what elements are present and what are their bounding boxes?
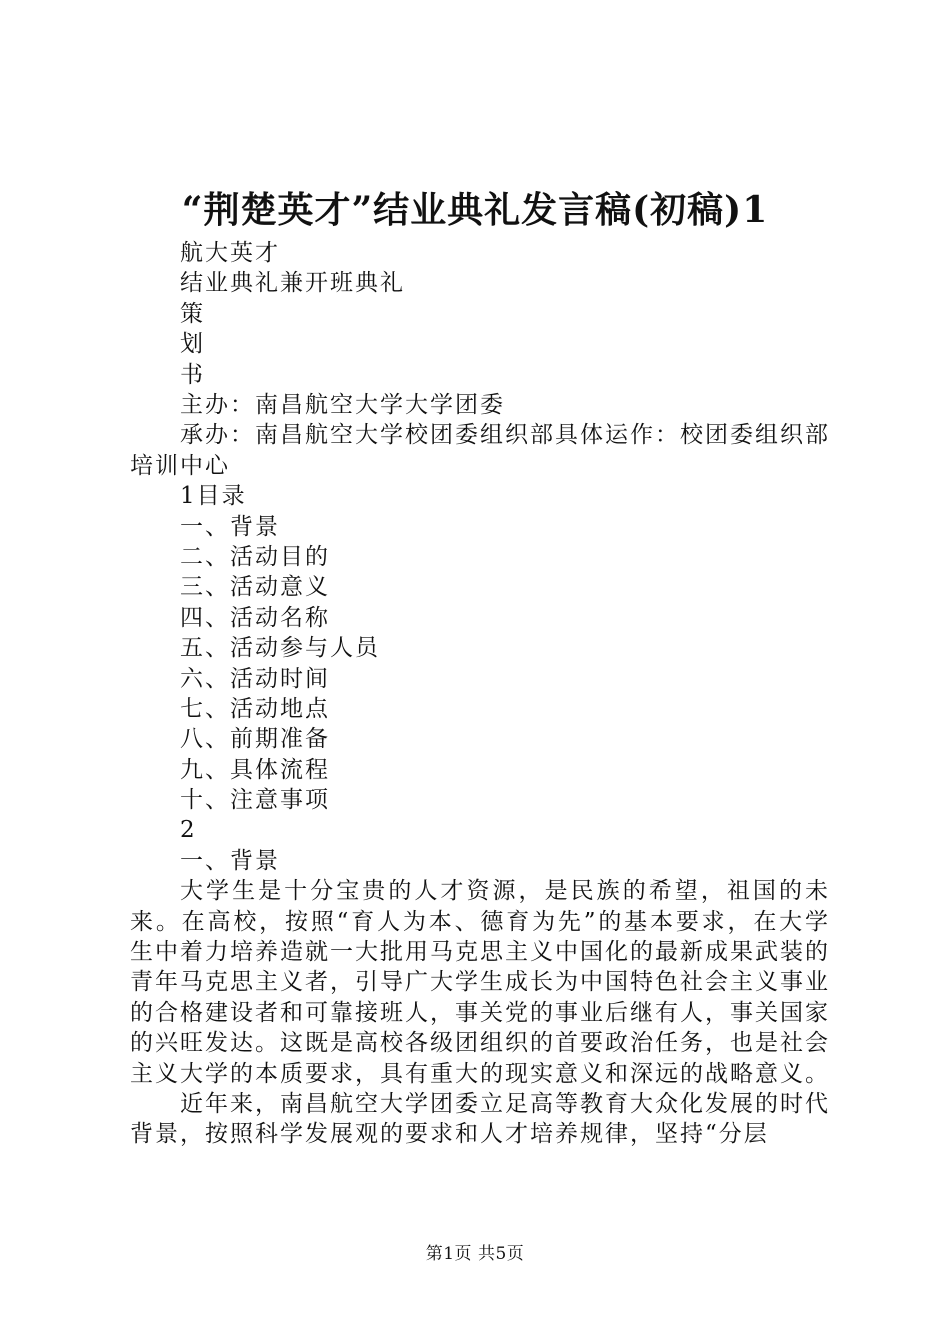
page-footer: 第1页 共5页 bbox=[425, 1244, 525, 1264]
text-line: 书 bbox=[180, 361, 205, 388]
toc-item: 一、背景 bbox=[180, 513, 280, 540]
document-title: “荆楚英才”结业典礼发言稿(初稿)1 bbox=[181, 189, 769, 231]
toc-item: 三、活动意义 bbox=[180, 574, 330, 601]
toc-item: 八、前期准备 bbox=[180, 726, 330, 753]
toc-item: 六、活动时间 bbox=[180, 665, 330, 692]
text-line: 主办：南昌航空大学大学团委 bbox=[180, 391, 505, 418]
section-heading: 一、背景 bbox=[180, 847, 280, 874]
toc-heading: 1目录 bbox=[180, 483, 247, 510]
toc-item: 十、注意事项 bbox=[180, 787, 330, 814]
text-line: 结业典礼兼开班典礼 bbox=[180, 270, 405, 297]
text-line: 划 bbox=[180, 331, 205, 358]
toc-item: 四、活动名称 bbox=[180, 604, 330, 631]
document-body bbox=[130, 238, 830, 1150]
toc-item: 七、活动地点 bbox=[180, 695, 330, 722]
organizer-paragraph: 承办：南昌航空大学校团委组织部具体运作：校团委组织部培训中心 bbox=[130, 422, 830, 479]
toc-item: 九、具体流程 bbox=[180, 756, 330, 783]
body-paragraph: 近年来，南昌航空大学团委立足高等教育大众化发展的时代背景，按照科学发展观的要求和人才培养规律，坚持“分层 bbox=[130, 1091, 830, 1148]
toc-item: 五、活动参与人员 bbox=[180, 635, 380, 662]
text-line: 策 bbox=[180, 300, 205, 327]
body-paragraph: 大学生是十分宝贵的人才资源，是民族的希望，祖国的未来。在高校，按照“育人为本、德育为先”的基本要求，在大学生中着力培养造就一大批用马克思主义中国化的最新成果武装的青年马克思主义者，引导广大学生成长为中国特色社会主义事业的合格建设者和可靠接班人，事关党的事业后继有人，事关国家的兴旺发达。这既是高校各级团组织的首要政治任务，也是社会主义大学的本质要求，具有重大的现实意义和深远的战略意义。 bbox=[130, 878, 830, 1087]
toc-item: 二、活动目的 bbox=[180, 543, 330, 570]
page-marker: 2 bbox=[180, 817, 197, 844]
text-line: 航大英才 bbox=[180, 240, 280, 266]
